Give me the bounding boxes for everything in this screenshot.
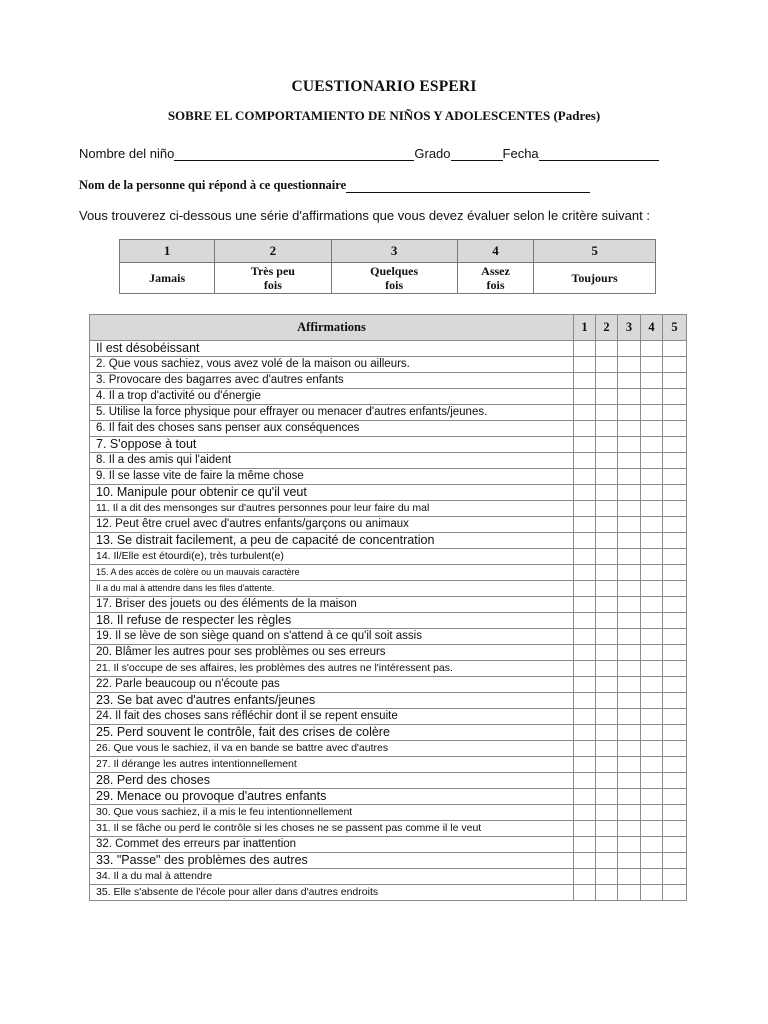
rating-cell[interactable] [596,853,618,869]
rating-cell[interactable] [618,661,641,677]
rating-cell[interactable] [618,389,641,405]
affirmation-text: 30. Que vous sachiez, il a mis le feu intentionnellement [90,805,574,821]
affirmation-text: 33. "Passe" des problèmes des autres [90,853,574,869]
rating-cell[interactable] [618,341,641,357]
scale-number: 2 [215,240,331,263]
table-row [90,885,687,901]
rating-cell[interactable] [663,453,687,469]
affirmation-text: 19. Il se lève de son siège quand on s'attend à ce qu'il soit assis [90,629,574,645]
table-header-row [90,315,687,341]
rating-cell[interactable] [641,501,663,517]
rating-cell[interactable] [574,661,596,677]
rating-cell[interactable] [663,549,687,565]
grade-label: Grado [414,146,451,161]
rating-cell[interactable] [574,581,596,597]
rating-cell[interactable] [618,453,641,469]
table-row [90,549,687,565]
rating-cell[interactable] [574,869,596,885]
affirmation-text: 11. Il a dit des mensonges sur d'autres personnes pour leur faire du mal [90,501,574,517]
rating-cell[interactable] [596,837,618,853]
column-header: 2 [596,315,618,341]
table-row [90,597,687,613]
rating-cell[interactable] [618,757,641,773]
rating-cell[interactable] [574,549,596,565]
affirmation-text: 26. Que vous le sachiez, il va en bande se battre avec d'autres [90,741,574,757]
affirmation-text: 28. Perd des choses [90,773,574,789]
rating-cell[interactable] [574,837,596,853]
rating-cell[interactable] [618,773,641,789]
rating-cell[interactable] [574,357,596,373]
scale-label: Toujours [534,263,656,294]
rating-cell[interactable] [618,373,641,389]
rating-cell[interactable] [596,645,618,661]
rating-cell[interactable] [596,437,618,453]
rating-cell[interactable] [618,533,641,549]
respondent-label: Nom de la personne qui répond à ce questionnaire [79,178,347,192]
rating-cell[interactable] [596,533,618,549]
affirmation-text: 7. S'oppose à tout [90,437,574,453]
rating-cell[interactable] [596,725,618,741]
rating-cell[interactable] [596,373,618,389]
column-header: 1 [574,315,596,341]
affirmation-text: 9. Il se lasse vite de faire la même chose [90,469,574,485]
rating-cell[interactable] [641,533,663,549]
grade-field[interactable] [451,146,503,161]
rating-cell[interactable] [596,661,618,677]
rating-cell[interactable] [574,853,596,869]
affirmation-text: 35. Elle s'absente de l'école pour aller dans d'autres endroits [90,885,574,901]
table-row [90,485,687,501]
table-row [90,805,687,821]
affirmations-table [89,314,687,901]
rating-cell[interactable] [596,405,618,421]
rating-cell[interactable] [641,837,663,853]
rating-cell[interactable] [641,549,663,565]
table-row [90,501,687,517]
affirmation-text: 25. Perd souvent le contrôle, fait des crises de colère [90,725,574,741]
affirmation-text: 4. Il a trop d'activité ou d'énergie [90,389,574,405]
rating-cell[interactable] [663,741,687,757]
rating-cell[interactable] [618,629,641,645]
rating-cell[interactable] [618,517,641,533]
child-name-label: Nombre del niño [79,146,175,161]
rating-cell[interactable] [641,757,663,773]
scale-label: Très peu fois [215,263,331,294]
rating-cell[interactable] [641,869,663,885]
affirmation-text: 3. Provocare des bagarres avec d'autres enfants [90,373,574,389]
rating-cell[interactable] [641,485,663,501]
rating-cell[interactable] [618,613,641,629]
rating-cell[interactable] [596,517,618,533]
rating-cell[interactable] [641,677,663,693]
affirmation-text: Il a du mal à attendre dans les files d'attente. [90,581,574,597]
affirmation-text: 24. Il fait des choses sans réfléchir dont il se repent ensuite [90,709,574,725]
rating-cell[interactable] [663,501,687,517]
rating-cell[interactable] [641,597,663,613]
rating-cell[interactable] [663,581,687,597]
table-row [90,869,687,885]
rating-cell[interactable] [618,437,641,453]
rating-cell[interactable] [574,501,596,517]
affirmation-text: 2. Que vous sachiez, vous avez volé de la maison ou ailleurs. [90,357,574,373]
rating-cell[interactable] [596,597,618,613]
rating-cell[interactable] [641,789,663,805]
rating-cell[interactable] [641,453,663,469]
document-subtitle: SOBRE EL COMPORTAMIENTO DE NIÑOS Y ADOLESCENTES (Padres) [167,108,601,123]
rating-cell[interactable] [574,789,596,805]
rating-cell[interactable] [663,693,687,709]
rating-cell[interactable] [663,645,687,661]
rating-cell[interactable] [618,485,641,501]
rating-cell[interactable] [641,357,663,373]
rating-cell[interactable] [618,501,641,517]
rating-cell[interactable] [641,645,663,661]
rating-cell[interactable] [641,805,663,821]
table-row [90,741,687,757]
rating-cell[interactable] [596,709,618,725]
rating-cell[interactable] [574,677,596,693]
affirmation-text: 32. Commet des erreurs par inattention [90,837,574,853]
rating-cell[interactable] [641,741,663,757]
table-row [90,421,687,437]
rating-cell[interactable] [663,357,687,373]
affirmation-text: 21. Il s'occupe de ses affaires, les problèmes des autres ne l'intéressent pas. [90,661,574,677]
rating-cell[interactable] [618,677,641,693]
rating-cell[interactable] [663,789,687,805]
table-row [90,389,687,405]
affirmation-text: 15. A des accès de colère ou un mauvais caractère [90,565,574,581]
rating-cell[interactable] [618,725,641,741]
rating-cell[interactable] [596,693,618,709]
affirmation-text: 27. Il dérange les autres intentionnellement [90,757,574,773]
rating-cell[interactable] [618,581,641,597]
rating-cell[interactable] [596,869,618,885]
rating-cell[interactable] [641,517,663,533]
rating-cell[interactable] [574,485,596,501]
table-row [90,469,687,485]
rating-cell[interactable] [663,517,687,533]
affirmation-text: Il est désobéissant [90,341,574,357]
rating-cell[interactable] [574,645,596,661]
rating-cell[interactable] [641,773,663,789]
rating-cell[interactable] [596,629,618,645]
rating-cell[interactable] [596,565,618,581]
rating-cell[interactable] [641,661,663,677]
table-row [90,517,687,533]
table-row [90,453,687,469]
rating-cell[interactable] [641,693,663,709]
rating-cell[interactable] [596,549,618,565]
rating-cell[interactable] [663,421,687,437]
rating-cell[interactable] [574,773,596,789]
rating-cell[interactable] [663,533,687,549]
rating-cell[interactable] [618,789,641,805]
table-row [90,581,687,597]
rating-cell[interactable] [663,757,687,773]
rating-cell[interactable] [641,613,663,629]
rating-cell[interactable] [641,405,663,421]
rating-cell[interactable] [663,565,687,581]
affirmation-text: 31. Il se fâche ou perd le contrôle si les choses ne se passent pas comme il le veut [90,821,574,837]
table-row [90,341,687,357]
rating-cell[interactable] [663,773,687,789]
rating-cell[interactable] [663,837,687,853]
column-header: 4 [641,315,663,341]
rating-cell[interactable] [596,469,618,485]
rating-cell[interactable] [574,341,596,357]
rating-cell[interactable] [618,741,641,757]
rating-cell[interactable] [641,373,663,389]
affirmation-text: 20. Blâmer les autres pour ses problèmes ou ses erreurs [90,645,574,661]
table-row [90,725,687,741]
rating-cell[interactable] [641,581,663,597]
rating-cell[interactable] [574,597,596,613]
rating-cell[interactable] [574,629,596,645]
rating-cell[interactable] [574,517,596,533]
document-title: CUESTIONARIO ESPERI [291,78,477,95]
rating-cell[interactable] [618,421,641,437]
affirmation-text: 10. Manipule pour obtenir ce qu'il veut [90,485,574,501]
rating-cell[interactable] [596,821,618,837]
rating-cell[interactable] [574,533,596,549]
table-row [90,693,687,709]
rating-cell[interactable] [663,469,687,485]
rating-cell[interactable] [663,725,687,741]
scale-number: 4 [457,240,533,263]
rating-cell[interactable] [574,709,596,725]
rating-cell[interactable] [574,725,596,741]
table-row [90,405,687,421]
scale-number: 5 [534,240,656,263]
rating-cell[interactable] [641,725,663,741]
scale-label: Quelques fois [331,263,457,294]
rating-cell[interactable] [574,405,596,421]
scale-label: Jamais [120,263,215,294]
rating-cell[interactable] [663,885,687,901]
table-row [90,357,687,373]
rating-cell[interactable] [663,341,687,357]
column-header: 3 [618,315,641,341]
rating-cell[interactable] [574,821,596,837]
rating-cell[interactable] [641,421,663,437]
table-row [90,629,687,645]
rating-cell[interactable] [596,789,618,805]
affirmation-text: 13. Se distrait facilement, a peu de capacité de concentration [90,533,574,549]
rating-cell[interactable] [663,437,687,453]
rating-cell[interactable] [618,869,641,885]
rating-cell[interactable] [574,421,596,437]
affirmation-text: 12. Peut être cruel avec d'autres enfants/garçons ou animaux [90,517,574,533]
rating-cell[interactable] [618,645,641,661]
table-row [90,709,687,725]
rating-cell[interactable] [663,677,687,693]
table-row [90,773,687,789]
affirmation-text: 17. Briser des jouets ou des éléments de la maison [90,597,574,613]
table-row [90,789,687,805]
rating-cell[interactable] [641,565,663,581]
child-name-field[interactable] [174,146,414,161]
affirmation-text: 14. Il/Elle est étourdi(e), très turbulent(e) [90,549,574,565]
affirmation-text: 22. Parle beaucoup ou n'écoute pas [90,677,574,693]
rating-cell[interactable] [641,853,663,869]
table-row [90,677,687,693]
rating-cell[interactable] [574,389,596,405]
rating-cell[interactable] [596,773,618,789]
affirmation-text: 8. Il a des amis qui l'aident [90,453,574,469]
table-row [90,437,687,453]
rating-cell[interactable] [574,565,596,581]
date-field[interactable] [539,146,659,161]
rating-cell[interactable] [663,629,687,645]
table-row [90,853,687,869]
child-info-line [79,146,659,161]
table-row [90,645,687,661]
column-header: 5 [663,315,687,341]
table-row [90,373,687,389]
affirmation-text: 23. Se bat avec d'autres enfants/jeunes [90,693,574,709]
rating-cell[interactable] [574,373,596,389]
scale-number: 1 [120,240,215,263]
respondent-field[interactable] [346,178,590,193]
rating-cell[interactable] [663,597,687,613]
rating-cell[interactable] [596,341,618,357]
rating-cell[interactable] [596,805,618,821]
rating-cell[interactable] [663,853,687,869]
affirmations-header: Affirmations [90,315,574,341]
table-row [90,661,687,677]
rating-cell[interactable] [663,805,687,821]
rating-cell[interactable] [641,885,663,901]
rating-cell[interactable] [596,421,618,437]
rating-cell[interactable] [641,821,663,837]
table-row [90,837,687,853]
table-row [90,757,687,773]
rating-cell[interactable] [663,613,687,629]
rating-cell[interactable] [618,597,641,613]
rating-cell[interactable] [574,613,596,629]
rating-cell[interactable] [618,821,641,837]
rating-cell[interactable] [596,757,618,773]
rating-cell[interactable] [574,453,596,469]
table-row [90,821,687,837]
table-row [90,613,687,629]
rating-cell[interactable] [574,757,596,773]
rating-cell[interactable] [596,501,618,517]
rating-cell[interactable] [596,357,618,373]
affirmation-text: 34. Il a du mal à attendre [90,869,574,885]
scale-number: 3 [331,240,457,263]
rating-cell[interactable] [618,405,641,421]
rating-cell[interactable] [574,693,596,709]
rating-scale-table [119,239,656,294]
rating-cell[interactable] [641,437,663,453]
affirmation-text: 5. Utilise la force physique pour effrayer ou menacer d'autres enfants/jeunes. [90,405,574,421]
table-row [90,565,687,581]
rating-cell[interactable] [641,469,663,485]
rating-cell[interactable] [663,373,687,389]
rating-cell[interactable] [618,805,641,821]
rating-cell[interactable] [618,357,641,373]
rating-cell[interactable] [596,485,618,501]
rating-cell[interactable] [574,741,596,757]
affirmation-text: 18. Il refuse de respecter les règles [90,613,574,629]
rating-cell[interactable] [663,869,687,885]
rating-cell[interactable] [574,805,596,821]
rating-cell[interactable] [596,885,618,901]
rating-cell[interactable] [618,565,641,581]
affirmation-text: 6. Il fait des choses sans penser aux conséquences [90,421,574,437]
rating-cell[interactable] [574,437,596,453]
table-row [90,533,687,549]
rating-cell[interactable] [574,885,596,901]
rating-cell[interactable] [596,453,618,469]
rating-cell[interactable] [641,389,663,405]
rating-cell[interactable] [596,389,618,405]
rating-cell[interactable] [663,821,687,837]
rating-cell[interactable] [663,405,687,421]
rating-cell[interactable] [618,693,641,709]
rating-cell[interactable] [618,853,641,869]
rating-cell[interactable] [618,709,641,725]
instructions-text: Vous trouverez ci-dessous une série d'affirmations que vous devez évaluer selon le critère suivant : [79,208,650,223]
respondent-line [79,178,590,193]
rating-cell[interactable] [596,581,618,597]
rating-cell[interactable] [618,549,641,565]
date-label: Fecha [502,146,539,161]
rating-cell[interactable] [618,837,641,853]
rating-cell[interactable] [641,709,663,725]
rating-cell[interactable] [618,469,641,485]
rating-cell[interactable] [663,485,687,501]
rating-cell[interactable] [641,629,663,645]
scale-label: Assez fois [457,263,533,294]
affirmation-text: 29. Menace ou provoque d'autres enfants [90,789,574,805]
rating-cell[interactable] [574,469,596,485]
rating-cell[interactable] [641,341,663,357]
rating-cell[interactable] [618,885,641,901]
rating-cell[interactable] [663,709,687,725]
rating-cell[interactable] [596,613,618,629]
rating-cell[interactable] [596,741,618,757]
rating-cell[interactable] [596,677,618,693]
rating-cell[interactable] [663,661,687,677]
rating-cell[interactable] [663,389,687,405]
